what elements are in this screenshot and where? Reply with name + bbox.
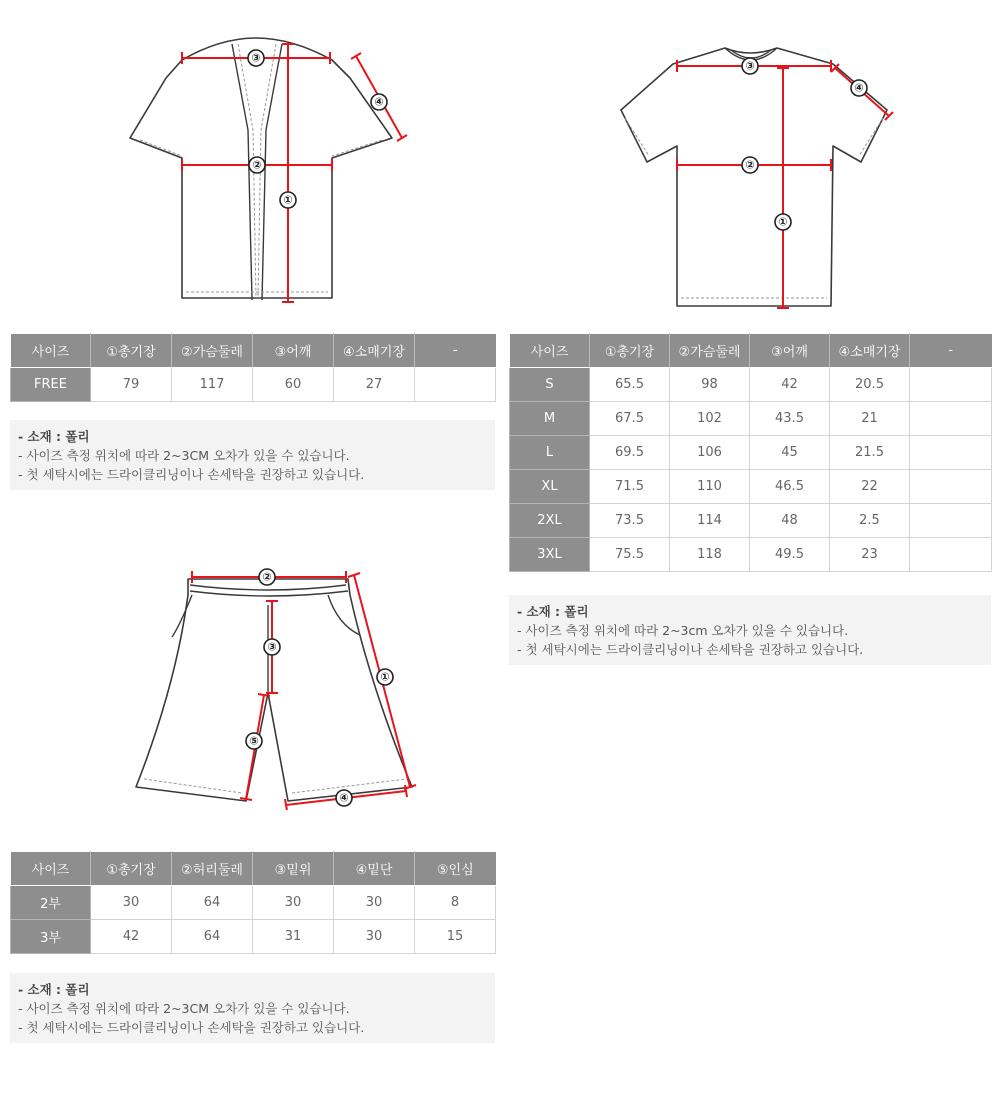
svg-text:④: ④ <box>854 81 864 95</box>
column-header: - <box>415 334 496 368</box>
table-cell: 8 <box>415 886 496 920</box>
table-cell: 98 <box>670 368 750 402</box>
marker-3 <box>742 58 758 74</box>
svg-text:①: ① <box>380 670 390 684</box>
table-cell <box>415 368 496 402</box>
column-header: 사이즈 <box>510 334 590 368</box>
marker-3 <box>264 639 280 655</box>
column-header: ③밑위 <box>253 852 334 886</box>
column-header: ②가슴둘레 <box>172 334 253 368</box>
column-header: ①총기장 <box>590 334 670 368</box>
column-header: ⑤인심 <box>415 852 496 886</box>
table-cell: 60 <box>253 368 334 402</box>
column-header: ④소매기장 <box>830 334 910 368</box>
size-label: 3XL <box>510 538 590 572</box>
marker-4 <box>851 80 867 96</box>
table-cell: 42 <box>750 368 830 402</box>
table-cell <box>910 368 992 402</box>
table-header-row <box>11 852 496 886</box>
table-cell: 27 <box>334 368 415 402</box>
size-label: 3부 <box>11 920 91 954</box>
table-cell: 22 <box>830 470 910 504</box>
table-cell: 42 <box>91 920 172 954</box>
table-cell <box>910 504 992 538</box>
marker-1 <box>775 214 791 230</box>
table-cell: 64 <box>172 920 253 954</box>
table-cell: 118 <box>670 538 750 572</box>
table-row <box>11 886 496 920</box>
column-header: ①총기장 <box>91 334 172 368</box>
notes-box-cardigan <box>10 420 495 490</box>
cardigan-diagram <box>120 30 420 310</box>
table-header-row <box>11 334 496 368</box>
size-table-cardigan <box>10 333 496 402</box>
shorts-diagram <box>130 565 420 810</box>
table-row <box>510 504 992 538</box>
table-row <box>510 436 992 470</box>
table-cell: 30 <box>334 920 415 954</box>
table-cell: 106 <box>670 436 750 470</box>
table-cell <box>910 436 992 470</box>
size-table-tshirt <box>509 333 992 572</box>
size-label: FREE <box>11 368 91 402</box>
size-label: S <box>510 368 590 402</box>
column-header: ④소매기장 <box>334 334 415 368</box>
note-wash: - 첫 세탁시에는 드라이클리닝이나 손세탁을 권장하고 있습니다. <box>18 467 365 482</box>
table-cell: 30 <box>91 886 172 920</box>
table-cell: 73.5 <box>590 504 670 538</box>
table-header-row <box>510 334 992 368</box>
marker-3 <box>248 50 264 66</box>
svg-text:②: ② <box>252 158 262 172</box>
table-cell: 79 <box>91 368 172 402</box>
size-table-shorts <box>10 851 496 954</box>
column-header: - <box>910 334 992 368</box>
marker-4 <box>371 94 387 110</box>
table-cell: 21 <box>830 402 910 436</box>
column-header: ③어깨 <box>750 334 830 368</box>
note-tolerance: - 사이즈 측정 위치에 따라 2~3CM 오차가 있을 수 있습니다. <box>18 448 350 463</box>
table-cell: 43.5 <box>750 402 830 436</box>
table-row <box>11 368 496 402</box>
table-cell: 15 <box>415 920 496 954</box>
svg-text:②: ② <box>262 570 272 584</box>
table-cell: 2.5 <box>830 504 910 538</box>
table-cell: 30 <box>334 886 415 920</box>
note-wash: - 첫 세탁시에는 드라이클리닝이나 손세탁을 권장하고 있습니다. <box>18 1020 365 1035</box>
size-label: L <box>510 436 590 470</box>
table-cell: 46.5 <box>750 470 830 504</box>
table-cell: 23 <box>830 538 910 572</box>
table-row <box>510 368 992 402</box>
table-cell <box>910 402 992 436</box>
svg-text:③: ③ <box>745 59 755 73</box>
svg-text:④: ④ <box>339 791 349 805</box>
marker-1 <box>280 192 296 208</box>
marker-2 <box>742 157 758 173</box>
size-label: XL <box>510 470 590 504</box>
table-row <box>510 470 992 504</box>
size-label: M <box>510 402 590 436</box>
table-row <box>510 538 992 572</box>
table-cell: 102 <box>670 402 750 436</box>
column-header: ①총기장 <box>91 852 172 886</box>
size-label: 2XL <box>510 504 590 538</box>
table-cell: 20.5 <box>830 368 910 402</box>
column-header: ③어깨 <box>253 334 334 368</box>
note-tolerance: - 사이즈 측정 위치에 따라 2~3CM 오차가 있을 수 있습니다. <box>18 1001 350 1016</box>
note-material: - 소재 : 폴리 <box>517 604 589 619</box>
svg-text:④: ④ <box>374 95 384 109</box>
table-cell: 64 <box>172 886 253 920</box>
svg-text:⑤: ⑤ <box>249 734 259 748</box>
table-cell: 31 <box>253 920 334 954</box>
column-header: ④밑단 <box>334 852 415 886</box>
marker-1 <box>377 669 393 685</box>
marker-5 <box>246 733 262 749</box>
table-cell: 69.5 <box>590 436 670 470</box>
table-cell: 75.5 <box>590 538 670 572</box>
table-cell: 30 <box>253 886 334 920</box>
svg-text:③: ③ <box>251 51 261 65</box>
column-header: ②허리둘레 <box>172 852 253 886</box>
svg-text:①: ① <box>778 215 788 229</box>
table-row <box>510 402 992 436</box>
table-cell: 65.5 <box>590 368 670 402</box>
svg-text:①: ① <box>283 193 293 207</box>
table-cell <box>910 470 992 504</box>
table-cell <box>910 538 992 572</box>
table-cell: 48 <box>750 504 830 538</box>
table-cell: 67.5 <box>590 402 670 436</box>
note-tolerance: - 사이즈 측정 위치에 따라 2~3cm 오차가 있을 수 있습니다. <box>517 623 849 638</box>
table-cell: 114 <box>670 504 750 538</box>
notes-box-tshirt <box>509 595 991 665</box>
column-header: 사이즈 <box>11 852 91 886</box>
table-row <box>11 920 496 954</box>
marker-2 <box>259 569 275 585</box>
table-cell: 117 <box>172 368 253 402</box>
marker-2 <box>249 157 265 173</box>
table-cell: 110 <box>670 470 750 504</box>
svg-text:③: ③ <box>267 640 277 654</box>
notes-box-shorts <box>10 973 495 1043</box>
column-header: 사이즈 <box>11 334 91 368</box>
note-wash: - 첫 세탁시에는 드라이클리닝이나 손세탁을 권장하고 있습니다. <box>517 642 864 657</box>
table-cell: 71.5 <box>590 470 670 504</box>
marker-4 <box>336 790 352 806</box>
tshirt-diagram <box>615 40 905 315</box>
table-cell: 45 <box>750 436 830 470</box>
svg-text:②: ② <box>745 158 755 172</box>
size-label: 2부 <box>11 886 91 920</box>
note-material: - 소재 : 폴리 <box>18 982 90 997</box>
note-material: - 소재 : 폴리 <box>18 429 90 444</box>
table-cell: 21.5 <box>830 436 910 470</box>
column-header: ②가슴둘레 <box>670 334 750 368</box>
table-cell: 49.5 <box>750 538 830 572</box>
